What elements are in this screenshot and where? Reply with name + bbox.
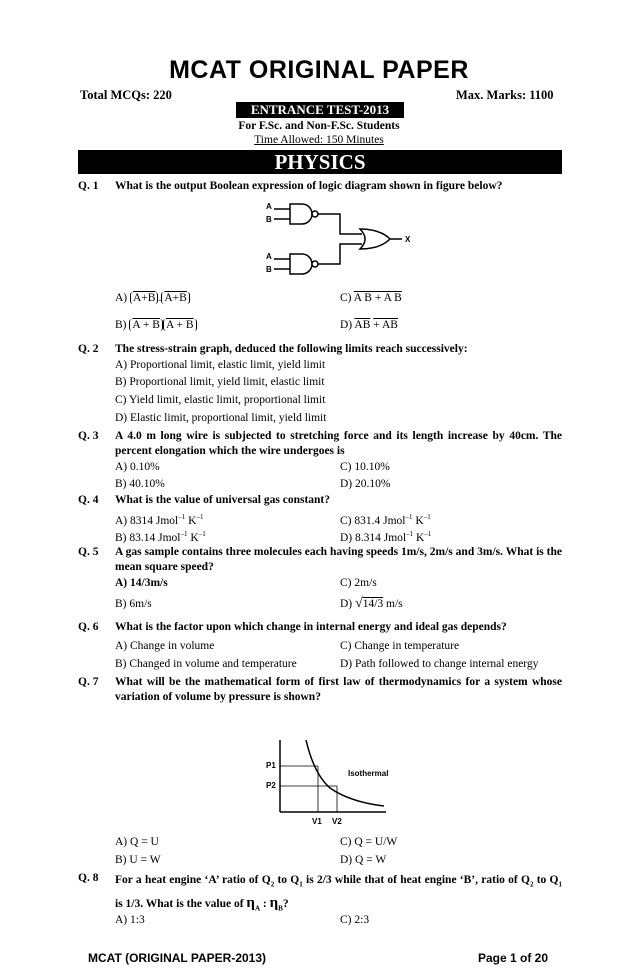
- page-number: Page 1 of 20: [478, 951, 549, 965]
- option-d: D) Elastic limit, proportional limit, yield limit: [115, 412, 327, 424]
- option-a: A) Q = U: [115, 836, 159, 848]
- option-a: A) 14/3m/s: [115, 577, 168, 589]
- option-a: A) 1:3: [115, 914, 145, 926]
- option-d: D) $\overline{AB}$ + AB: [340, 319, 398, 331]
- time-allowed: Time Allowed: 150 Minutes: [254, 134, 384, 146]
- isothermal-label: Isothermal: [348, 769, 389, 778]
- option-a: A) 8314 Jmol$^{-1}$ $K^{-1}$: [115, 513, 204, 527]
- gate-output-x: X: [405, 235, 411, 244]
- p2-label: P2: [266, 781, 276, 790]
- question-text: A gas sample contains three molecules each having speeds 1m/s, 2m/s and 3m/s. What is the mean square speed?: [115, 546, 562, 573]
- option-d: D) 8.314 Jmol$^{-1}$ $K^{-1}$: [340, 530, 432, 544]
- option-c: C) 2:3: [340, 914, 370, 926]
- option-a: A) 0.10%: [115, 461, 160, 473]
- logic-gate-diagram: [262, 196, 422, 280]
- option-b: B) 83.14 Jmol$^{-1}$ $K^{-1}$: [115, 530, 206, 544]
- option-c: C) 831.4 Jmol$^{-1}$ $K^{-1}$: [340, 513, 431, 527]
- option-b: B) Changed in volume and temperature: [115, 658, 297, 670]
- gate-input-a1: A: [266, 202, 272, 211]
- option-d: D) 20.10%: [340, 478, 391, 490]
- gate-input-b1: B: [266, 215, 272, 224]
- question-number: Q. 5: [78, 546, 99, 558]
- option-c: C) A B + A B: [340, 292, 402, 304]
- gate-input-b2: B: [266, 265, 272, 274]
- option-d: D) Path followed to change internal energy: [340, 658, 539, 670]
- option-c: C) 2m/s: [340, 577, 377, 589]
- question-text: A 4.0 m long wire is subjected to stretching force and its length increase by 40cm. The percent elongation which the wire undergoes is: [115, 430, 562, 457]
- option-b: B) Proportional limit, yield limit, elastic limit: [115, 376, 325, 388]
- option-d: D) Q = W: [340, 854, 387, 866]
- test-name-badge: ENTRANCE TEST-2013: [236, 102, 404, 118]
- option-a: A) A+B . A+B: [115, 291, 190, 305]
- max-marks: Max. Marks: 1100: [456, 88, 554, 102]
- question-text: What will be the mathematical form of first law of thermodynamics for a system whose variation of volume by pressure is shown?: [115, 676, 562, 703]
- question-text: What is the factor upon which change in internal energy and ideal gas depends?: [115, 621, 507, 633]
- option-a: A) Change in volume: [115, 640, 215, 652]
- page-title: MCAT ORIGINAL PAPER: [169, 56, 469, 84]
- option-b: B) 40.10%: [115, 478, 165, 490]
- question-number: Q. 3: [78, 430, 99, 442]
- p1-label: P1: [266, 761, 276, 770]
- isothermal-pv-graph: [262, 738, 392, 828]
- option-a: A) Proportional limit, elastic limit, yield limit: [115, 359, 326, 371]
- total-mcqs: Total MCQs: 220: [80, 88, 172, 102]
- option-b: B) 6m/s: [115, 598, 152, 610]
- question-text: What is the value of universal gas constant?: [115, 494, 330, 506]
- v1-label: V1: [312, 817, 322, 826]
- question-text: The stress-strain graph, deduced the following limits reach successively:: [115, 343, 468, 355]
- question-number: Q. 7: [78, 676, 99, 688]
- question-number: Q. 2: [78, 343, 99, 355]
- option-b: B) U = W: [115, 854, 161, 866]
- question-number: Q. 8: [78, 872, 99, 884]
- gate-input-a2: A: [266, 252, 272, 261]
- footer-title: MCAT (ORIGINAL PAPER-2013): [88, 951, 267, 965]
- audience-line: For F.Sc. and Non-F.Sc. Students: [238, 120, 400, 132]
- option-d: D) √14/3 m/s: [340, 596, 403, 611]
- option-c: C) Yield limit, elastic limit, proportional limit: [115, 394, 326, 406]
- option-b: B) A + B A + B: [115, 318, 197, 332]
- option-c: C) 10.10%: [340, 461, 390, 473]
- option-c: C) Change in temperature: [340, 640, 460, 652]
- question-number: Q. 6: [78, 621, 99, 633]
- question-text: What is the output Boolean expression of logic diagram shown in figure below?: [115, 180, 503, 192]
- v2-label: V2: [332, 817, 342, 826]
- option-c: C) Q = U/W: [340, 836, 398, 848]
- question-number: Q. 1: [78, 180, 99, 192]
- question-text: For a heat engine ‘A’ ratio of $Q_2$ to $Q_1$ is 2/3 while that of heat engine ‘B’, ratio of $Q_2$ to $Q_1$ is 1/3. What is the value of $\eta_A$ : $\eta_B$?: [115, 874, 563, 913]
- subject-heading: PHYSICS: [78, 150, 562, 174]
- question-number: Q. 4: [78, 494, 99, 506]
